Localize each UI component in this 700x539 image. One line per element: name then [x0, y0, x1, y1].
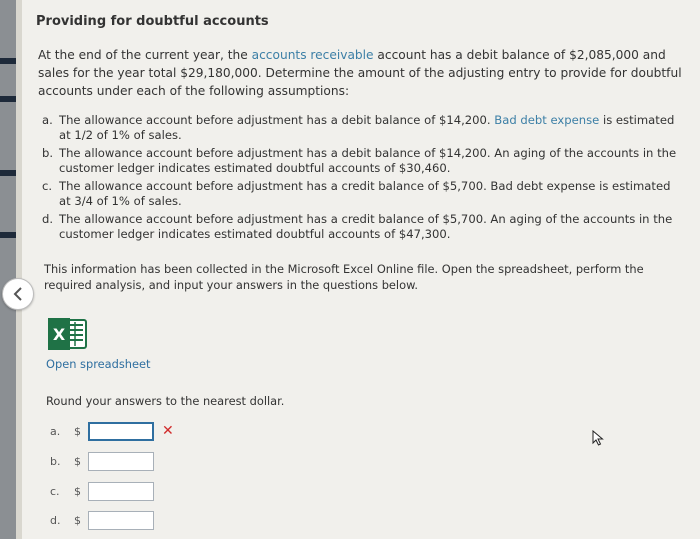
accounts-receivable-term-link[interactable]: accounts receivable — [251, 48, 374, 62]
page-title: Providing for doubtful accounts — [36, 14, 269, 29]
answer-row-a — [50, 420, 174, 442]
assumption-text-post: is estimated at 1/2 of 1% of sales. — [59, 113, 675, 142]
intro-text-2: account has a debit balance of $2,085,000 and sales for the year total $29,180,000. Determine the amount of the adjusting entry to provide for doubtful accounts under each of the following assumptions: — [38, 48, 682, 98]
strip-marker — [0, 170, 16, 176]
assumption-letter: a. — [42, 113, 53, 127]
assumption-item — [42, 212, 682, 242]
assumption-text-pre: The allowance account before adjustment has a debit balance of $14,200. — [59, 113, 495, 127]
question-panel — [22, 0, 700, 539]
assumption-letter: b. — [42, 146, 54, 160]
chevron-left-icon — [11, 286, 25, 302]
strip-marker — [0, 58, 16, 64]
answer-label: c. — [50, 484, 60, 498]
assumption-item — [42, 146, 682, 176]
answer-input-c[interactable] — [88, 482, 154, 501]
left-edge-strip — [0, 0, 16, 539]
mouse-pointer-icon — [592, 430, 606, 446]
svg-text:X: X — [52, 325, 66, 344]
strip-marker — [0, 96, 16, 102]
open-spreadsheet-link[interactable]: Open spreadsheet — [46, 357, 151, 371]
currency-symbol: $ — [74, 454, 81, 468]
assumption-text — [59, 113, 682, 143]
assumption-item — [42, 179, 682, 209]
answer-row-d — [50, 509, 154, 531]
assumption-letter: d. — [42, 212, 54, 226]
assumption-letter: c. — [42, 179, 53, 193]
problem-intro — [38, 46, 686, 100]
answer-row-b — [50, 450, 154, 472]
answer-input-d[interactable] — [88, 511, 154, 530]
back-chevron-button[interactable] — [2, 278, 34, 310]
answer-label: d. — [50, 513, 61, 527]
currency-symbol: $ — [74, 513, 81, 527]
rounding-instruction: Round your answers to the nearest dollar. — [46, 394, 285, 408]
instructions-text: This information has been collected in the Microsoft Excel Online file. Open the spreadsheet, perform the required analysis, and input your answers in the questions below. — [44, 262, 644, 292]
incorrect-x-icon: ✕ — [162, 423, 174, 439]
answer-input-a[interactable] — [88, 422, 154, 441]
currency-symbol: $ — [74, 424, 81, 438]
assumption-text: The allowance account before adjustment has a credit balance of $5,700. Bad debt expense is estimated at 3/4 of 1% of sales. — [59, 179, 671, 208]
strip-marker — [0, 232, 16, 238]
assumption-text: The allowance account before adjustment has a credit balance of $5,700. An aging of the accounts in the customer ledger indicates estimated doubtful accounts of $47,300. — [59, 212, 673, 241]
answer-label: b. — [50, 454, 61, 468]
intro-text-1: At the end of the current year, the — [38, 48, 252, 62]
excel-icon[interactable] — [46, 316, 88, 352]
assumption-item — [42, 113, 682, 143]
currency-symbol: $ — [74, 484, 81, 498]
assumption-text: The allowance account before adjustment has a debit balance of $14,200. An aging of the accounts in the customer ledger indicates estimated doubtful accounts of $30,460. — [59, 146, 677, 175]
assumption-list — [42, 113, 682, 245]
bad-debt-expense-term-link[interactable]: Bad debt expense — [494, 113, 600, 127]
answer-row-c — [50, 480, 154, 502]
answer-input-b[interactable] — [88, 452, 154, 471]
answer-label: a. — [50, 424, 61, 438]
